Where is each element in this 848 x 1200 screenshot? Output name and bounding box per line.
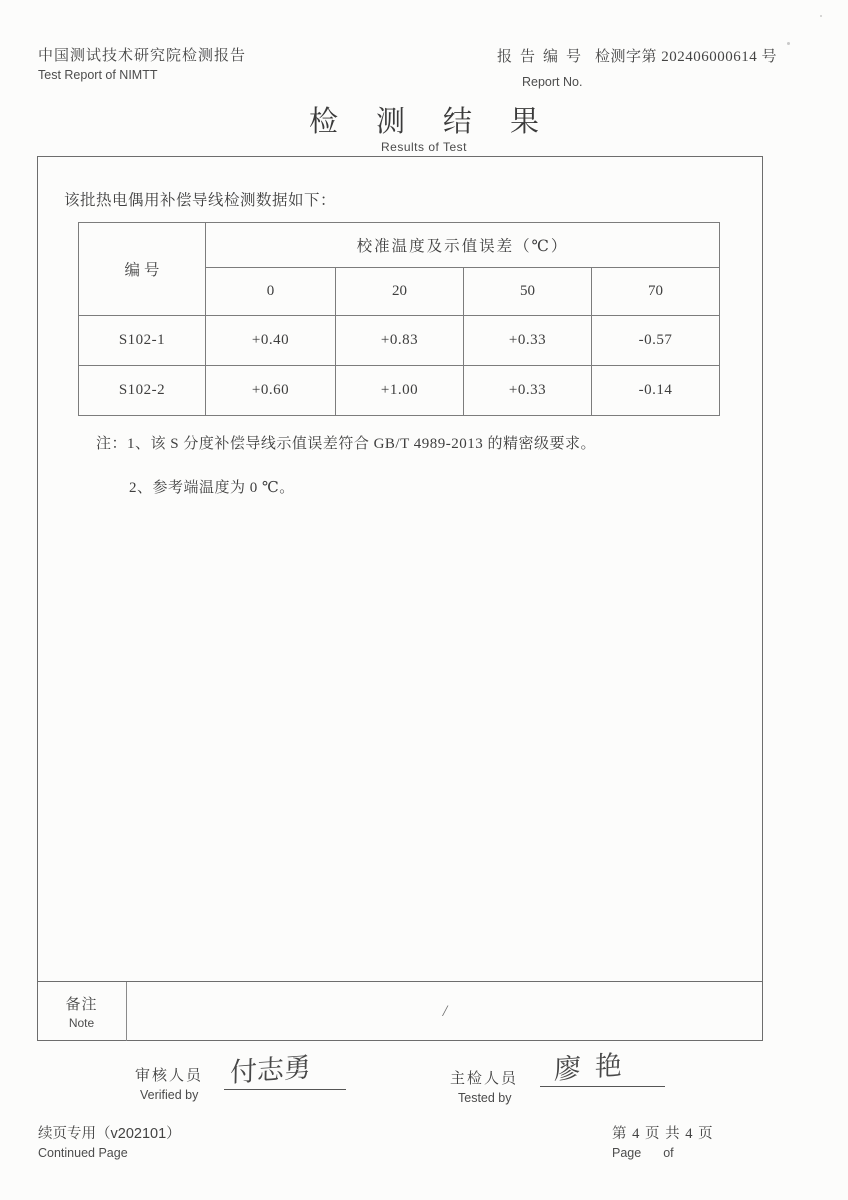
footer-page-word: Page: [612, 1146, 642, 1160]
report-number-value: 检测字第 202406000614 号: [595, 49, 778, 65]
tested-by-label-en: Tested by: [458, 1091, 512, 1105]
col-header-span: 校准温度及示值误差（℃）: [206, 223, 720, 268]
footer-of-word: of: [663, 1146, 674, 1160]
remarks-label-en: Note: [68, 1016, 95, 1030]
remarks-label-cn: 备注: [65, 996, 98, 1013]
tested-by-label-cn: 主检人员: [450, 1070, 519, 1087]
error-value: +0.83: [336, 316, 464, 366]
tested-signature: 廖艳: [553, 1049, 637, 1085]
scan-speck: [820, 15, 822, 17]
footer-left-cn: 续页专用（v202101）: [38, 1126, 181, 1142]
col-header-temp-20: 20: [336, 268, 464, 316]
error-value: -0.14: [592, 366, 720, 416]
remarks-strip: [37, 981, 763, 1041]
intro-text: 该批热电偶用补偿导线检测数据如下：: [64, 192, 337, 209]
verified-signature-line: [224, 1050, 346, 1090]
footer-left-en: Continued Page: [38, 1146, 128, 1160]
verified-by-label-en: Verified by: [140, 1088, 199, 1102]
org-title-cn: 中国测试技术研究院检测报告: [38, 47, 247, 64]
sample-id: S102-1: [79, 316, 206, 366]
page-title-cn: 检测结果: [308, 106, 577, 138]
note-line-2: 2、参考端温度为 0 ℃。: [129, 480, 295, 496]
page-title-en: Results of Test: [381, 140, 467, 154]
sample-id: S102-2: [79, 366, 206, 416]
remarks-content: /: [442, 1002, 448, 1020]
scan-speck: [787, 42, 790, 45]
note-line-1: 注：1、该 S 分度补偿导线示值误差符合 GB/T 4989-2013 的精密级要求。: [96, 436, 596, 452]
report-number: [497, 45, 777, 66]
report-number-label-en: Report No.: [522, 75, 583, 89]
error-value: +0.33: [464, 316, 592, 366]
verified-by-label-cn: 审核人员: [135, 1067, 204, 1084]
table-row: [79, 316, 720, 366]
col-header-temp-70: 70: [592, 268, 720, 316]
error-value: +0.33: [464, 366, 592, 416]
error-value: -0.57: [592, 316, 720, 366]
error-value: +1.00: [336, 366, 464, 416]
footer-page-en: [612, 1146, 674, 1160]
error-value: +0.40: [206, 316, 336, 366]
col-header-temp-0: 0: [206, 268, 336, 316]
table-row: [79, 366, 720, 416]
results-table: [78, 222, 720, 416]
verified-signature: 付志勇: [229, 1052, 312, 1088]
remarks-label: [37, 982, 127, 1041]
col-header-id: 编号: [79, 223, 206, 316]
tested-signature-line: [540, 1047, 665, 1087]
report-number-label-cn: 报告编号: [497, 48, 590, 65]
footer-page-cn: 第 4 页 共 4 页: [612, 1126, 714, 1142]
error-value: +0.60: [206, 366, 336, 416]
col-header-temp-50: 50: [464, 268, 592, 316]
org-title-en: Test Report of NIMTT: [38, 68, 158, 82]
